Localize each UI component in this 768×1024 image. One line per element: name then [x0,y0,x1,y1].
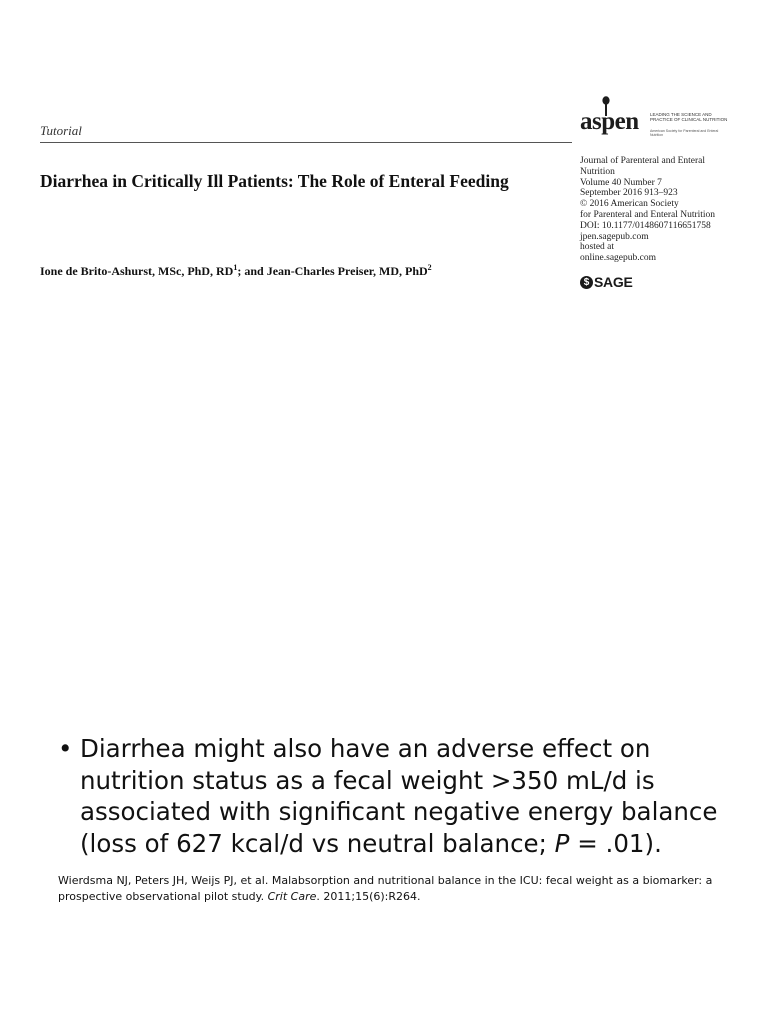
sage-logo [580,274,632,290]
journal-info-line: Journal of Parenteral and Enteral [580,156,706,166]
header-rule [40,142,572,143]
journal-info-line: jpen.sagepub.com [580,231,649,242]
bullet-text-main: Diarrhea might also have an adverse effect on nutrition status as a fecal weight >350 mL/d is associated with significant negative energy balance (loss of 627 kcal/d vs neutral balance; [80,734,718,858]
bullet-text [80,733,748,859]
journal-info-line: DOI: 10.1177/0148607116651758 [580,220,711,231]
journal-info-line: Volume 40 Number 7 [580,177,662,188]
citation-reference [58,873,748,905]
slide-bullet [58,733,748,859]
journal-info-line: Nutrition [580,166,615,177]
aspen-logo-tagline: LEADING THE SCIENCE AND PRACTICE OF CLINICAL NUTRITION [650,112,728,122]
p-value-symbol: P [554,828,570,858]
journal-info-line: © 2016 American Society [580,199,679,210]
journal-info-line: hosted at [580,242,615,253]
reference-journal: Crit Care [267,890,317,903]
section-label: Tutorial [40,123,82,138]
article-title: Diarrhea in Critically Ill Patients: The Role of Enteral Feeding [40,171,509,191]
sage-logo-word: SAGE [594,274,633,290]
aspen-logo-subline: American Society for Parenteral and Enteral Nutrition [650,129,719,137]
bullet-marker: • [58,734,73,763]
bullet-text-end: = .01). [569,828,662,858]
aspen-logo-word: aspen [580,108,639,135]
aspen-logo [578,96,738,138]
sage-mark-icon: $ [580,276,593,289]
author-1-affiliation: 1 [233,263,238,272]
author-line [40,263,560,279]
journal-info-line: September 2016 913–923 [580,188,678,199]
journal-info-line: for Parenteral and Enteral Nutrition [580,209,716,220]
journal-info-line: online.sagepub.com [580,253,656,264]
author-2-affiliation: 2 [427,263,432,272]
reference-details: . 2011;15(6):R264. [316,890,421,903]
journal-info [580,156,740,264]
author-2: ; and Jean-Charles Preiser, MD, PhD [237,264,428,278]
author-1: Ione de Brito-Ashurst, MSc, PhD, RD [40,264,234,278]
reference-text: Wierdsma NJ, Peters JH, Weijs PJ, et al. Malabsorption and nutritional balance in the ICU: fecal weight as a biomarker: a prospective observational pilot study. [58,874,713,903]
